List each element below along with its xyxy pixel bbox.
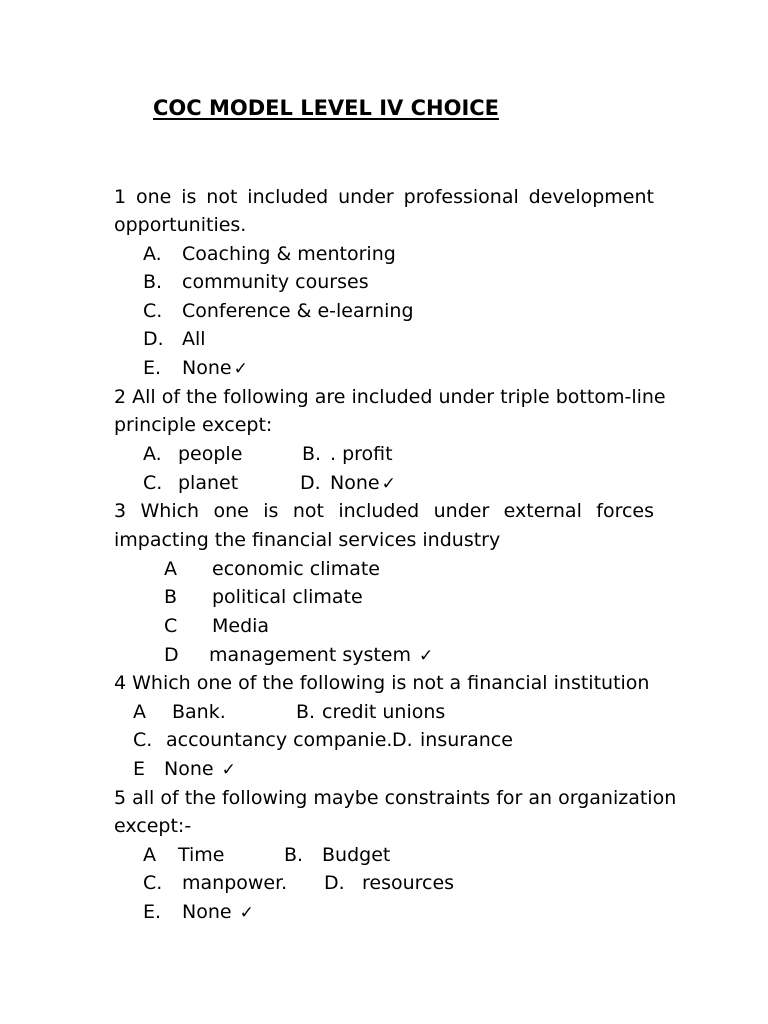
q2-option-b-text: . profit bbox=[330, 443, 393, 465]
q4-option-b-text: credit unions bbox=[322, 701, 446, 723]
q3-option-a-letter: A bbox=[164, 558, 177, 580]
q5-option-e bbox=[182, 899, 254, 926]
q5-option-e-text: None bbox=[182, 901, 232, 923]
q2-option-a-letter: A. bbox=[143, 443, 162, 465]
q5-option-a-text: Time bbox=[178, 844, 225, 866]
q1-option-c-text: Conference & e-learning bbox=[182, 300, 414, 322]
page-title: COC MODEL LEVEL IV CHOICE bbox=[153, 96, 500, 120]
check-mark-icon: ✓ bbox=[419, 646, 434, 666]
q3-option-b-letter: B bbox=[164, 586, 178, 608]
q5-option-b-text: Budget bbox=[322, 844, 391, 866]
q2-option-d-letter: D. bbox=[300, 472, 321, 494]
q4-option-c-letter: C. bbox=[133, 729, 153, 751]
q4-option-d-text: insurance bbox=[420, 729, 513, 751]
question-5-line-1: 5 all of the following maybe constraints for an organization bbox=[114, 787, 677, 809]
q5-option-d-letter: D. bbox=[324, 872, 345, 894]
question-1-line-1: 1 one is not included under professional development bbox=[114, 186, 654, 208]
question-3-line-1: 3 Which one is not included under external forces bbox=[114, 500, 654, 522]
q3-option-a-text: economic climate bbox=[212, 558, 380, 580]
q5-option-e-letter: E. bbox=[143, 901, 162, 923]
q5-option-d-text: resources bbox=[362, 872, 455, 894]
question-2-line-2: principle except: bbox=[114, 414, 273, 436]
q4-option-e-letter: E bbox=[133, 758, 146, 780]
q3-option-d bbox=[209, 642, 433, 669]
question-5-line-2: except:- bbox=[114, 815, 192, 837]
q1-option-a-letter: A. bbox=[143, 243, 162, 265]
q4-option-d-letter: D. bbox=[392, 729, 413, 751]
q4-option-e bbox=[164, 756, 236, 783]
q4-option-b-letter: B. bbox=[296, 701, 316, 723]
q1-option-e-letter: E. bbox=[143, 357, 162, 379]
question-2-line-1: 2 All of the following are included under triple bottom-line bbox=[114, 386, 666, 408]
q2-option-d-text: None bbox=[330, 472, 380, 494]
q4-option-c-text: accountancy companie. bbox=[166, 729, 393, 751]
q1-option-d-letter: D. bbox=[143, 328, 164, 350]
q2-option-b-letter: B. bbox=[302, 443, 322, 465]
q1-option-b-text: community courses bbox=[182, 271, 369, 293]
check-mark-icon: ✓ bbox=[233, 359, 248, 379]
q5-option-a-letter: A bbox=[143, 844, 156, 866]
q5-option-c-text: manpower. bbox=[182, 872, 288, 894]
q2-option-c-text: planet bbox=[178, 472, 239, 494]
q1-option-e-text: None bbox=[182, 357, 232, 379]
q1-option-e bbox=[182, 355, 248, 382]
q3-option-d-letter: D bbox=[164, 644, 179, 666]
q1-option-a-text: Coaching & mentoring bbox=[182, 243, 396, 265]
q2-option-a-text: people bbox=[178, 443, 243, 465]
check-mark-icon: ✓ bbox=[239, 903, 254, 923]
check-mark-icon: ✓ bbox=[381, 474, 396, 494]
q5-option-c-letter: C. bbox=[143, 872, 163, 894]
q1-option-d-text: All bbox=[182, 328, 206, 350]
q2-option-d bbox=[330, 470, 396, 497]
q4-option-e-text: None bbox=[164, 758, 214, 780]
q5-option-b-letter: B. bbox=[284, 844, 304, 866]
q3-option-b-text: political climate bbox=[212, 586, 363, 608]
q1-option-c-letter: C. bbox=[143, 300, 163, 322]
q4-option-a-letter: A bbox=[133, 701, 146, 723]
question-3-line-2: impacting the financial services industry bbox=[114, 529, 501, 551]
check-mark-icon: ✓ bbox=[221, 760, 236, 780]
question-1-line-2: opportunities. bbox=[114, 214, 247, 236]
q2-option-c-letter: C. bbox=[143, 472, 163, 494]
q3-option-c-letter: C bbox=[164, 615, 178, 637]
question-4-line-1: 4 Which one of the following is not a financial institution bbox=[114, 672, 650, 694]
q1-option-b-letter: B. bbox=[143, 271, 163, 293]
q3-option-c-text: Media bbox=[212, 615, 270, 637]
q4-option-a-text: Bank. bbox=[172, 701, 226, 723]
q3-option-d-text: management system bbox=[209, 644, 412, 666]
